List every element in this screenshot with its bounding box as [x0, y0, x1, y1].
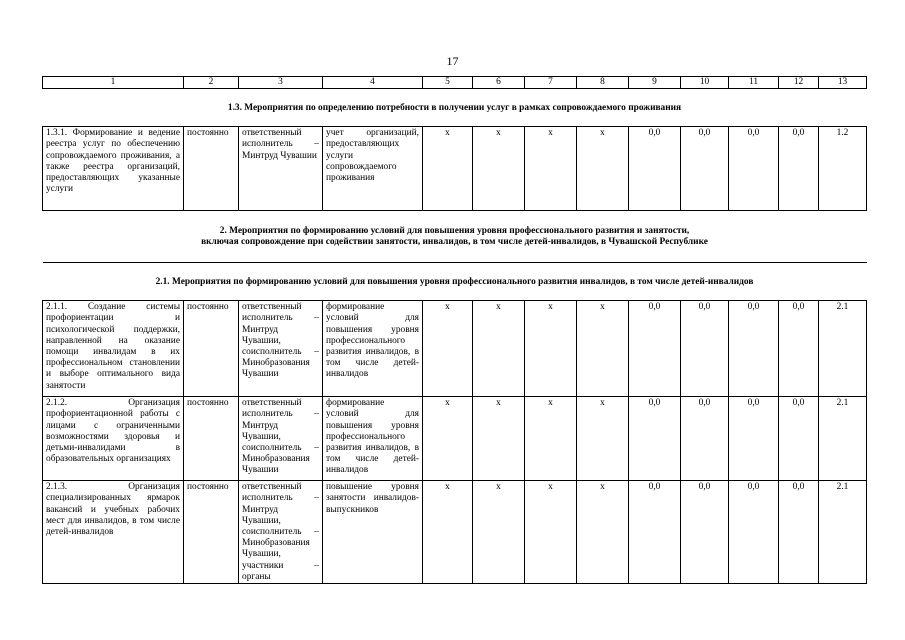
- section-heading-line: 2. Мероприятия по формированию условий для повышения уровня профессионального развития и занятости,: [219, 226, 690, 236]
- measure-col-12: 0,0: [779, 397, 819, 481]
- measure-col-5: х: [423, 301, 473, 397]
- measure-name: 2.1.1. Создание системы профориентации и психологической поддержки, направленной на оказание помощи инвалидам в их профессиональном становлении и выборе оптимального вида занятости: [43, 301, 184, 397]
- table-row: [43, 397, 867, 481]
- measure-term: постоянно: [184, 127, 239, 211]
- section-heading-row: [43, 263, 867, 301]
- section-heading-2-1: [43, 263, 867, 301]
- section-heading-line: 1.3. Мероприятия по определению потребности в получении услуг в рамках сопровождаемого проживания: [227, 102, 682, 113]
- measure-col-5: х: [423, 481, 473, 584]
- page-number: 17: [446, 54, 459, 68]
- column-number: 10: [681, 77, 729, 89]
- measure-indicator: 2.1: [819, 301, 867, 397]
- measure-name: 2.1.3. Организация специализированных ярмарок вакансий и учебных рабочих мест для инвалидов, в том числе детей-инвалидов: [43, 481, 184, 584]
- measure-col-9: 0,0: [629, 127, 681, 211]
- measure-col-10: 0,0: [681, 301, 729, 397]
- measure-col-10: 0,0: [681, 127, 729, 211]
- measure-col-9: 0,0: [629, 301, 681, 397]
- table-row: [43, 301, 867, 397]
- section-heading-line: 2.1. Мероприятия по формированию условий для повышения уровня профессионального развития инвалидов, в том числе детей-инвалидов: [155, 276, 754, 287]
- measure-result: формирование условий для повышения уровня профессионального развития инвалидов, в том числе детей-инвалидов: [323, 301, 423, 397]
- column-number: 8: [577, 77, 629, 89]
- measure-executor: ответственный исполнитель – Минтруд Чувашии, соисполнитель – Минобразования Чувашии, участники – органы: [239, 481, 323, 584]
- measure-name: 1.3.1. Формирование и ведение реестра услуг по обеспечению сопровождаемого проживания, а также реестра организаций, предоставляющих указанные услуги: [43, 127, 184, 211]
- measure-term: постоянно: [184, 481, 239, 584]
- measure-col-10: 0,0: [681, 397, 729, 481]
- measures-table: [42, 76, 867, 584]
- measure-col-6: х: [473, 397, 525, 481]
- measure-col-5: х: [423, 397, 473, 481]
- measure-result: учет организаций, предоставляющих услуги сопровождаемого проживания: [323, 127, 423, 211]
- measure-term: постоянно: [184, 301, 239, 397]
- section-heading-row: [43, 211, 867, 263]
- measure-col-7: х: [525, 481, 577, 584]
- column-number: 13: [819, 77, 867, 89]
- measure-indicator: 2.1: [819, 481, 867, 584]
- measure-col-12: 0,0: [779, 301, 819, 397]
- column-number: 4: [323, 77, 423, 89]
- measure-col-11: 0,0: [729, 397, 779, 481]
- measure-col-9: 0,0: [629, 481, 681, 584]
- measure-name: 2.1.2. Организация профориентационной работы с лицами с ограниченными возможностями здоровья и детьми-инвалидами в образовательных организациях: [43, 397, 184, 481]
- column-number: 9: [629, 77, 681, 89]
- column-number: 11: [729, 77, 779, 89]
- section-heading-2: [43, 211, 867, 263]
- measure-col-12: 0,0: [779, 481, 819, 584]
- measure-col-6: х: [473, 127, 525, 211]
- measure-col-6: х: [473, 301, 525, 397]
- measure-col-7: х: [525, 397, 577, 481]
- column-number: 2: [184, 77, 239, 89]
- measure-col-11: 0,0: [729, 301, 779, 397]
- section-heading-row: [43, 89, 867, 127]
- measure-term: постоянно: [184, 397, 239, 481]
- measure-col-5: х: [423, 127, 473, 211]
- column-number: 12: [779, 77, 819, 89]
- measure-col-8: х: [577, 301, 629, 397]
- measure-col-10: 0,0: [681, 481, 729, 584]
- measure-col-12: 0,0: [779, 127, 819, 211]
- measure-col-8: х: [577, 127, 629, 211]
- measure-executor: ответственный исполнитель – Минтруд Чувашии: [239, 127, 323, 211]
- measure-col-8: х: [577, 481, 629, 584]
- measure-result: формирование условий для повышения уровня профессионального развития инвалидов, в том числе детей-инвалидов: [323, 397, 423, 481]
- measure-col-11: 0,0: [729, 127, 779, 211]
- column-number-row: [43, 77, 867, 89]
- measure-result: повышение уровня занятости инвалидов-выпускников: [323, 481, 423, 584]
- column-number: 5: [423, 77, 473, 89]
- measure-executor: ответственный исполнитель – Минтруд Чувашии, соисполнитель – Минобразования Чувашии: [239, 301, 323, 397]
- measure-col-11: 0,0: [729, 481, 779, 584]
- section-heading-1-3: [43, 89, 867, 127]
- table-row: [43, 127, 867, 211]
- column-number: 7: [525, 77, 577, 89]
- measure-indicator: 2.1: [819, 397, 867, 481]
- column-number: 3: [239, 77, 323, 89]
- measure-indicator: 1.2: [819, 127, 867, 211]
- measure-col-7: х: [525, 301, 577, 397]
- section-heading-line: включая сопровождение при содействии занятости, инвалидов, в том числе детей-инвалидов, в Чувашской Республике: [201, 237, 708, 248]
- measure-col-6: х: [473, 481, 525, 584]
- column-number: 1: [43, 77, 184, 89]
- measure-col-7: х: [525, 127, 577, 211]
- measure-col-9: 0,0: [629, 397, 681, 481]
- table-row: [43, 481, 867, 584]
- column-number: 6: [473, 77, 525, 89]
- measure-executor: ответственный исполнитель – Минтруд Чувашии, соисполнитель – Минобразования Чувашии: [239, 397, 323, 481]
- measure-col-8: х: [577, 397, 629, 481]
